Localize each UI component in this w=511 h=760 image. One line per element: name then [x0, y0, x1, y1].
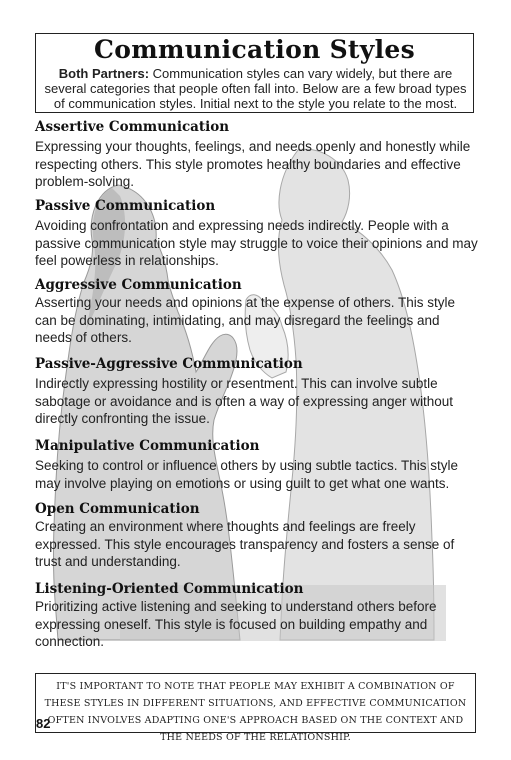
section-passive [35, 197, 480, 270]
footer-note: IT'S IMPORTANT TO NOTE THAT PEOPLE MAY EXHIBIT A COMBINATION OF THESE STYLES IN DIFFERENT SITUATIONS, AND EFFECTIVE COMMUNICATION OFTEN INVOLVES ADAPTING ONE'S APPROACH BASED ON THE CONTEXT AND THE NEEDS OF THE RELATIONSHIP. [44, 681, 467, 743]
section-body: Expressing your thoughts, feelings, and needs openly and honestly while respecting others. This style promotes healthy boundaries and effective problem-solving. [35, 139, 471, 189]
section-listening-oriented [35, 580, 480, 651]
section-body: Asserting your needs and opinions at the expense of others. This style can be dominating, intimidating, and may disregard the feelings and needs of others. [35, 295, 456, 345]
section-body: Avoiding confrontation and expressing needs indirectly. People with a passive communication style may struggle to voice their opinions and may feel powerless in relationships. [35, 218, 478, 268]
page-number: 82 [36, 716, 51, 731]
section-body: Indirectly expressing hostility or resentment. This can involve subtle sabotage or avoidance and is often a way of expressing anger without directly confronting the issue. [35, 376, 454, 426]
intro-text [40, 66, 471, 111]
intro-lead: Both Partners: [58, 66, 150, 81]
section-heading: Open Communication [35, 501, 200, 517]
intro-body: Communication styles can vary widely, but there are several categories that people often fall into. Below are a few broad types of communication styles. Initial next to the style you relate to the most. [44, 66, 467, 111]
page-title: Communication Styles [94, 35, 415, 64]
section-body: Seeking to control or influence others by using subtle tactics. This style may involve playing on emotions or using guilt to get what one wants. [35, 458, 458, 491]
section-heading: Assertive Communication [35, 119, 230, 135]
section-heading: Listening-Oriented Communication [35, 581, 304, 597]
section-assertive [35, 118, 480, 191]
section-heading: Passive-Aggressive Communication [35, 356, 303, 372]
section-manipulative [35, 437, 480, 492]
header-box [35, 33, 474, 113]
section-open [35, 500, 480, 571]
section-body: Prioritizing active listening and seeking to understand others before expressing oneself. This style is focused on building empathy and connection. [35, 599, 437, 649]
section-passive-aggressive [35, 355, 480, 428]
section-heading: Manipulative Communication [35, 438, 260, 454]
section-heading: Passive Communication [35, 198, 216, 214]
section-body: Creating an environment where thoughts and feelings are freely expressed. This style encourages transparency and fosters a sense of trust and understanding. [35, 519, 455, 569]
section-heading: Aggressive Communication [35, 277, 242, 293]
footer-note-box [35, 673, 476, 743]
section-aggressive [35, 276, 480, 347]
